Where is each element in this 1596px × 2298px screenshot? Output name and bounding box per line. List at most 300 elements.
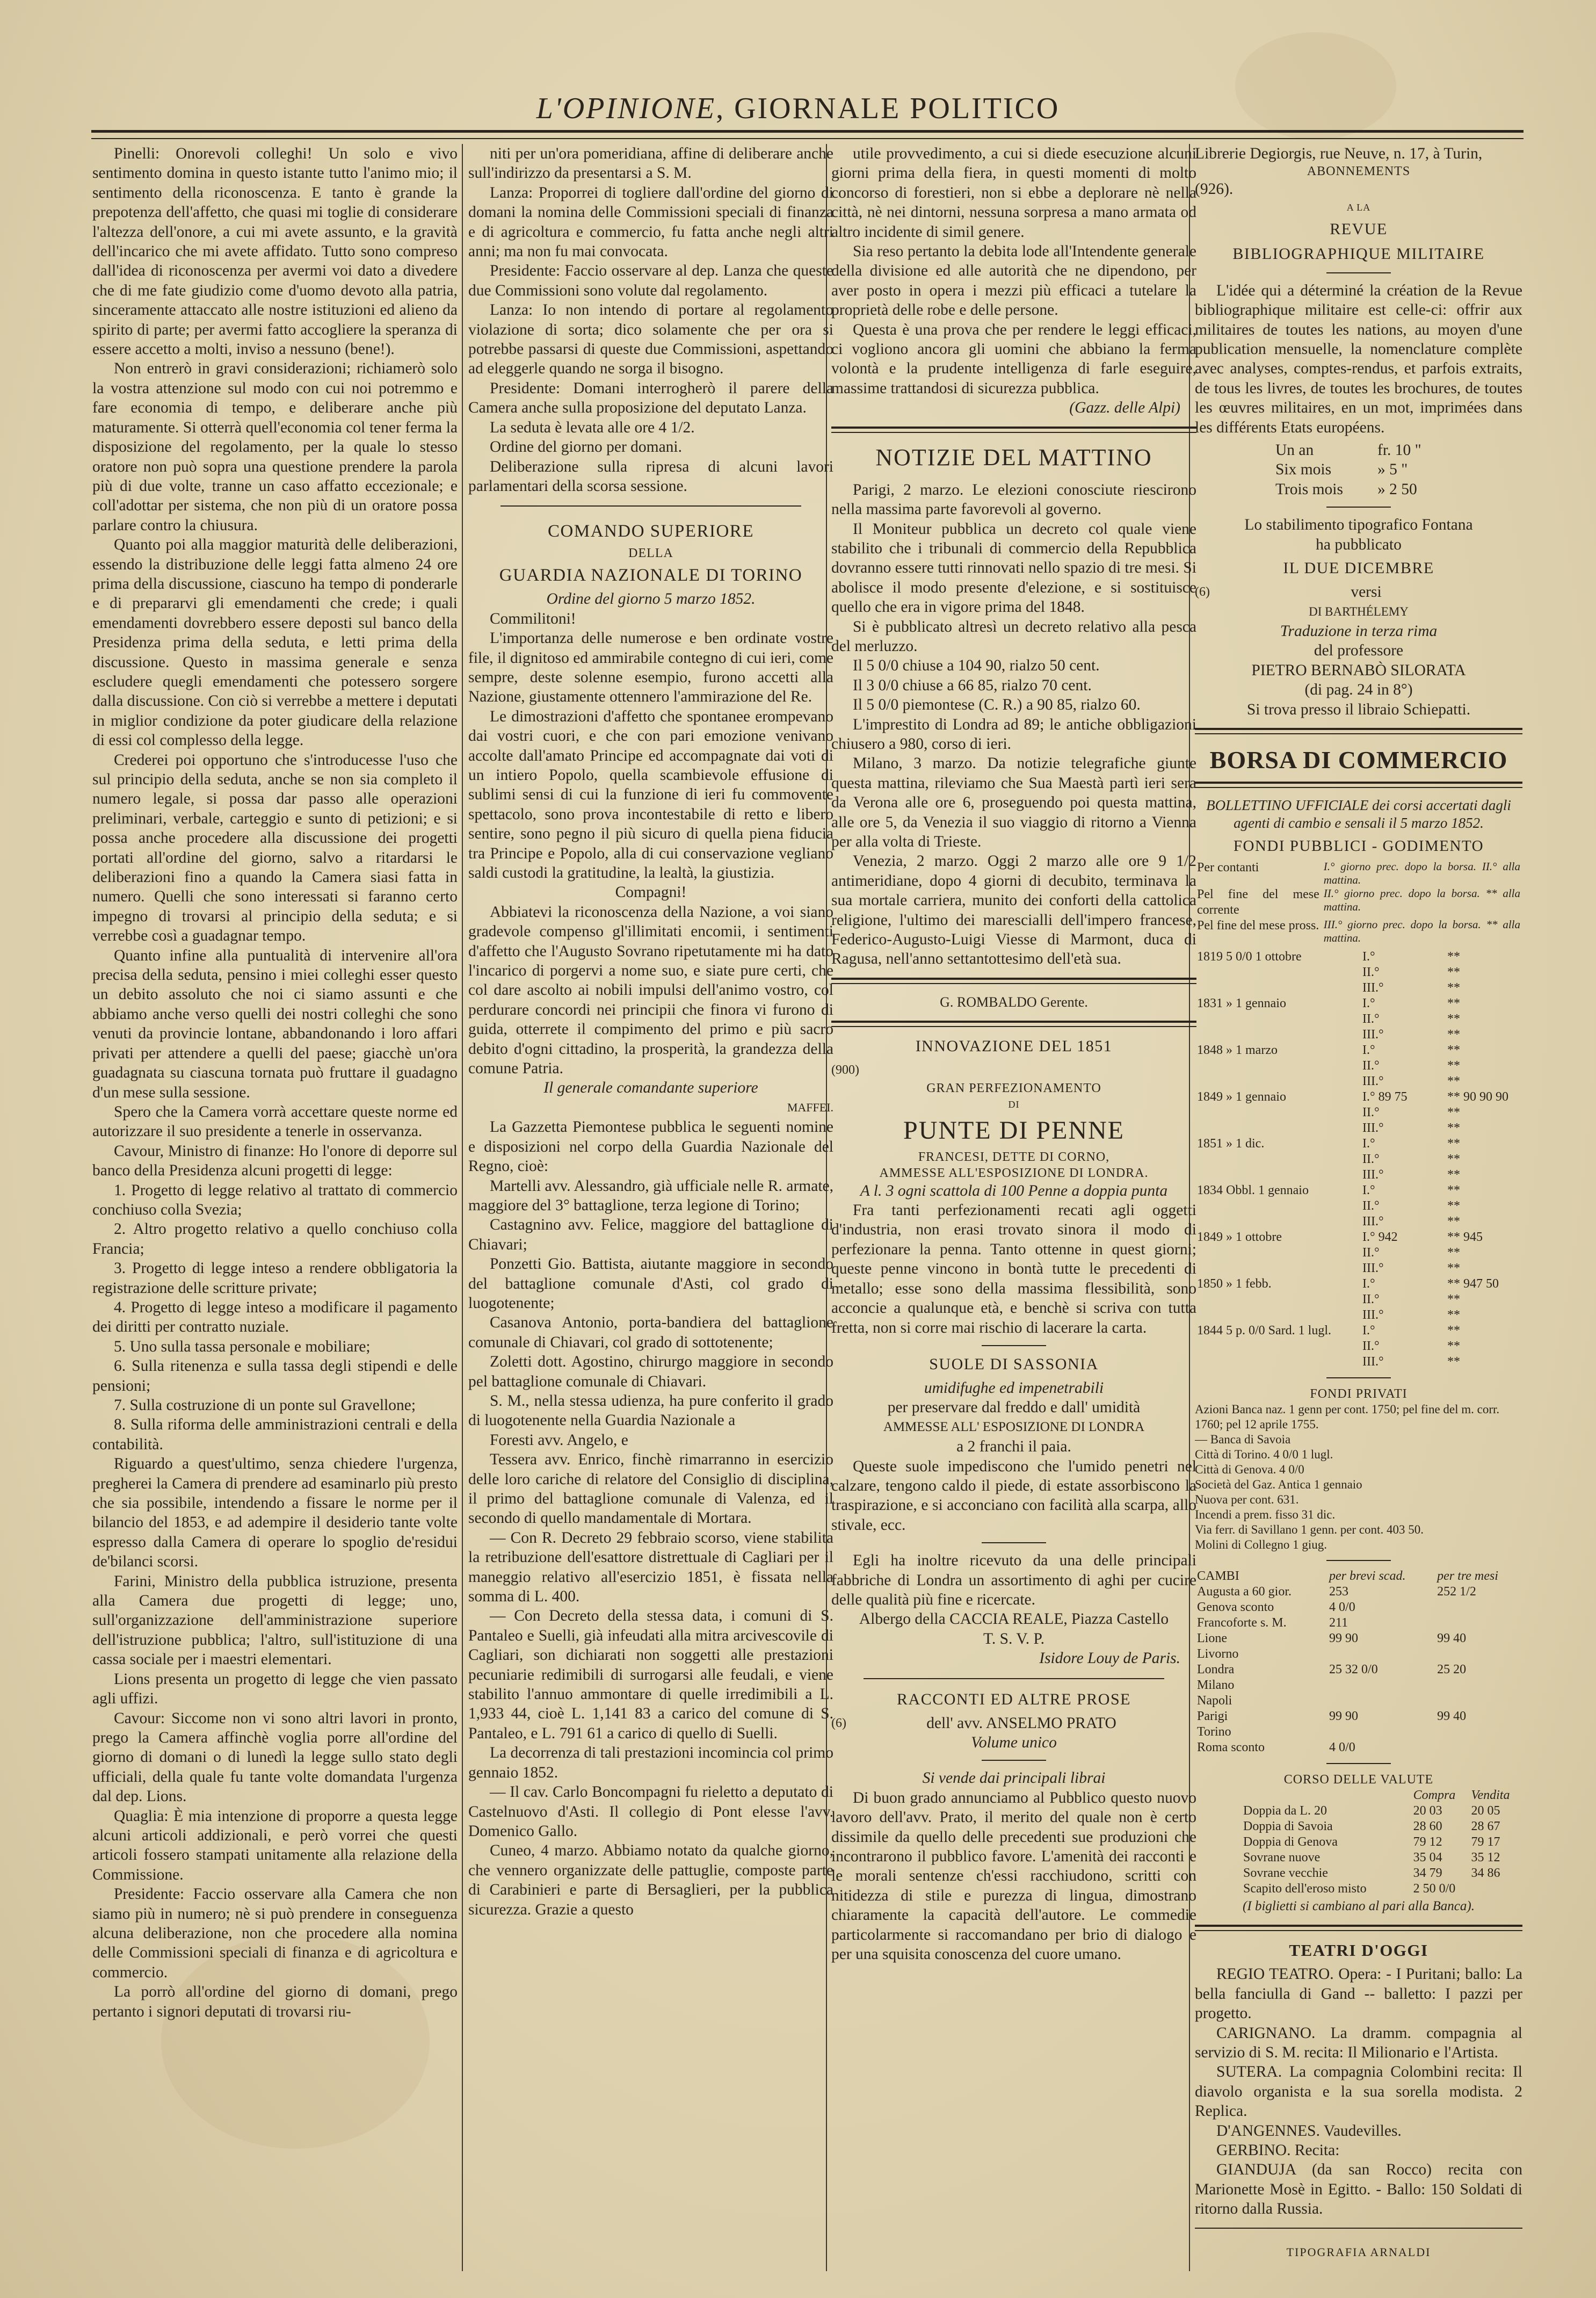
coin-buy: 2 50 0/0 bbox=[1413, 1881, 1456, 1896]
bollettino: BOLLETTINO UFFICIALE dei corsi accertati dagli agenti di cambio e sensali il 5 marzo 1852. bbox=[1206, 797, 1511, 831]
news-paragraph: Milano, 3 marzo. Da notizie telegrafiche giunte questa mattina, rileviamo che Sua Maestà partì ieri sera da Verona alle ore 6, proseguendo poi questa mattina, alle ore 5, da Venezia il suo viaggio di ritorno a Vienna per alla volta di Trieste. bbox=[831, 755, 1196, 850]
fondi-legend bbox=[1195, 860, 1522, 945]
cambio-place: Parigi bbox=[1197, 1709, 1228, 1723]
legend-row bbox=[1195, 887, 1522, 918]
innov-title: INNOVAZIONE DEL 1851 bbox=[915, 1037, 1113, 1056]
bond-value: ** bbox=[1447, 1323, 1460, 1338]
table-row bbox=[1195, 1339, 1522, 1354]
table-row bbox=[1195, 1167, 1522, 1183]
bond-name bbox=[1195, 1105, 1360, 1121]
coin-buy: 34 79 bbox=[1413, 1866, 1442, 1880]
cambio-short: 25 32 0/0 bbox=[1329, 1662, 1378, 1676]
article-paragraph: S. M., nella stessa udienza, ha pure conferito il grado di luogotenente nella Guardia Nazionale a bbox=[468, 1392, 833, 1429]
cambio-three-months bbox=[1435, 1693, 1522, 1709]
cambio-short: 211 bbox=[1329, 1615, 1348, 1630]
table-row bbox=[1195, 1121, 1522, 1136]
column-header: Vendita bbox=[1471, 1788, 1510, 1802]
innov-body: Fra tanti perfezionamenti recati agli oggetti d'industria, non erasi trovato sinora il modo di perfezionare la penna. Tanto ottenne in quest giorni; queste penne vincono in bontà tutte le precedenti di metallo; esse sono della massima flessibilità, sono acconcie a qualunque età, e benchè si scriva con tutta fretta, non si corre mai rischio di lacerare la carta. bbox=[831, 1202, 1196, 1336]
bond-value: I.° bbox=[1362, 1136, 1375, 1151]
column-header: Compra bbox=[1413, 1788, 1456, 1802]
article-paragraph: Lanza: Io non intendo di portare al regolamento violazione di sorta; dico solamente che per ora si potrebbe passarsi di queste due Commissioni, aspettando ad eleggerle quando ne sorga il bisogno. bbox=[468, 301, 833, 378]
article-paragraph: Quanto infine alla puntualità di intervenire all'ora precisa della seduta, pensino i miei colleghi esser questo un debito assoluto che noi ci siamo assunti e che abbiamo anche verso quelli dei nostri colleghi che sono venuti da provincie lontane, abbandonando i loro affari privati per attendere a quelli del paese; giacchè un'ora guadagnata su ciascuna tornata può fruttare il guadagno d'un mese sulla sessione. bbox=[92, 946, 458, 1101]
table-row bbox=[1195, 1615, 1522, 1631]
table-row bbox=[1195, 1646, 1522, 1662]
column-header: CAMBI bbox=[1197, 1569, 1239, 1583]
theatre-entry: REGIO TEATRO. Opera: - I Puritani; ballo: La bella fanciulla di Gand -- balletto: I pazzi per progetto. bbox=[1195, 1965, 1522, 2022]
bond-name bbox=[1195, 965, 1360, 980]
suole-title: SUOLE DI SASSONIA bbox=[929, 1355, 1099, 1373]
table-row bbox=[1195, 996, 1522, 1011]
innov-line1: FRANCESI, DETTE DI CORNO, bbox=[918, 1150, 1110, 1164]
legend-desc: III.° giorno prec. dopo la borsa. ** alla mattina. bbox=[1323, 917, 1520, 944]
article-paragraph: Sia reso pertanto la debita lode all'Intendente generale della divisione ed alle autorità che ne dipendono, per aver posto in opera i mezzi più efficaci a tutelare la proprietà delle robe e delle persone. bbox=[831, 243, 1196, 319]
coin-name: Scapito dell'eroso misto bbox=[1243, 1881, 1367, 1896]
bond-value: ** bbox=[1447, 980, 1460, 995]
comando-title: COMANDO SUPERIORE bbox=[548, 522, 754, 541]
bond-name bbox=[1195, 1121, 1360, 1136]
news-paragraph: Il 3 0/0 chiuse a 66 85, rialzo 70 cent. bbox=[853, 676, 1092, 694]
bond-value: I.° bbox=[1362, 1043, 1375, 1057]
bond-value: ** bbox=[1447, 1136, 1460, 1151]
coin-sell: 35 12 bbox=[1471, 1850, 1500, 1865]
suole-line3: a 2 franchi il paia. bbox=[956, 1438, 1071, 1456]
article-paragraph: Non entrerò in gravi considerazioni; richiamerò solo la vostra attenzione sul modo con cui noi potremmo e fare economia di tempo, e deliberare anche più maturamente. Si otterrà quell'economia col tener ferma la disposizione del regolamento, per la quale lo stesso oratore non può sopra una questione prendere la parola più di due volte, tranne un caso affatto eccezionale; e coll'adottar per sistema, che non più di un oratore possa parlare contro la chiusura. bbox=[92, 360, 458, 534]
bond-value: ** bbox=[1447, 1307, 1460, 1322]
cambio-place: Livorno bbox=[1197, 1646, 1239, 1661]
bond-value: ** bbox=[1447, 1245, 1460, 1260]
cambi-table bbox=[1195, 1569, 1522, 1755]
coin-buy: 20 03 bbox=[1413, 1803, 1442, 1818]
bond-value: I.° bbox=[1362, 1323, 1375, 1338]
article-paragraph: Castagnino avv. Felice, maggiore del battaglione di Chiavari; bbox=[468, 1216, 833, 1253]
valute-table bbox=[1195, 1788, 1522, 1897]
suole-line2: AMMESSE ALL' ESPOSIZIONE DI LONDRA bbox=[883, 1419, 1145, 1434]
innov-subtitle: GRAN PERFEZIONAMENTO bbox=[926, 1081, 1101, 1095]
separator bbox=[864, 1678, 1164, 1679]
table-row bbox=[1195, 1011, 1522, 1027]
cambio-place: Genova sconto bbox=[1197, 1600, 1274, 1614]
article-paragraph: Cavour, Ministro di finanze: Ho l'onore di deporre sul banco della Presidenza alcuni progetti di legge: bbox=[92, 1142, 458, 1180]
price-value: » 5 " bbox=[1377, 461, 1408, 479]
article-paragraph: niti per un'ora pomeridiana, affine di deliberare anche sull'indirizzo da presentarsi a S. M. bbox=[468, 145, 833, 182]
article-paragraph: Presidente: Faccio osservare al dep. Lanza che queste due Commissioni sono volute dal regolamento. bbox=[468, 262, 833, 299]
article-paragraph: Lanza: Proporrei di togliere dall'ordine del giorno di domani la nomina delle Commissioni speciali di finanza e di agricoltura e commercio, fu fatta anche negli altri anni; ma non fu mai convocata. bbox=[468, 184, 833, 261]
double-rule bbox=[1195, 728, 1522, 734]
column-header: per tre mesi bbox=[1437, 1569, 1498, 1583]
bond-value: II.° bbox=[1362, 965, 1380, 979]
table-row bbox=[1195, 1584, 1522, 1600]
table-row bbox=[1195, 1866, 1522, 1881]
table-row bbox=[1195, 1354, 1522, 1370]
article-paragraph: — Il cav. Carlo Boncompagni fu rieletto a deputato di Castelnuovo d'Asti. Il collegio di Pont elesse l'avv. Domenico Gallo. bbox=[468, 1783, 833, 1840]
bond-value: II.° bbox=[1362, 1339, 1380, 1353]
versi-text: versi bbox=[1351, 583, 1382, 601]
cambio-place: Milano bbox=[1197, 1678, 1235, 1692]
cambio-place: Torino bbox=[1197, 1724, 1231, 1739]
bond-value: ** bbox=[1447, 1261, 1460, 1275]
biblio-title: BIBLIOGRAPHIQUE MILITAIRE bbox=[1232, 244, 1485, 263]
cambio-three-months: 99 40 bbox=[1437, 1709, 1467, 1723]
table-row bbox=[1195, 1136, 1522, 1152]
table-row bbox=[1195, 1074, 1522, 1089]
bond-value: III.° bbox=[1362, 1307, 1384, 1322]
bond-value: ** bbox=[1447, 1167, 1460, 1182]
a-la: A LA bbox=[1346, 201, 1371, 213]
article-paragraph: Farini, Ministro della pubblica istruzione, presenta alla Camera due progetti di legge; uno, sull'organizzazione dell'amministrazione superiore dell'istruzione pubblica; l'altro, sull'istituzione di una cassa sociale per i maestri elementari. bbox=[92, 1572, 458, 1668]
cambio-short bbox=[1327, 1646, 1435, 1662]
table-row bbox=[1195, 1709, 1522, 1724]
versi-line bbox=[1195, 582, 1522, 602]
suole-signature: Isidore Louy de Paris. bbox=[1039, 1650, 1180, 1667]
table-row bbox=[1195, 980, 1522, 996]
bond-value: II.° bbox=[1362, 1011, 1380, 1026]
price-row bbox=[1275, 480, 1522, 499]
bond-value: ** bbox=[1447, 1058, 1460, 1073]
bond-value: ** bbox=[1447, 1121, 1460, 1135]
innov-di: DI bbox=[1008, 1099, 1020, 1110]
revue-title: REVUE bbox=[1330, 220, 1388, 238]
table-row bbox=[1195, 1693, 1522, 1709]
double-rule bbox=[1195, 782, 1522, 788]
masthead-rule bbox=[91, 130, 1524, 139]
coin-sell: 20 05 bbox=[1471, 1803, 1500, 1818]
table-row bbox=[1195, 1152, 1522, 1167]
table-row bbox=[1195, 1803, 1522, 1819]
article-paragraph: — Con Decreto della stessa data, i comuni di S. Pantaleo e Suelli, già infeudati alla mitra arcivescovile di Cagliari, son dichiarati non soggetti alle prestazioni pecuniarie redimibili di surrogarsi alle feudali, e viene stabilito l'annuo ammontare di quelle irredimibili a L. 1,933 44, cioè L. 1,141 83 a carico del comune di S. Pantaleo, e L. 791 61 a carico di quello di Suelli. bbox=[468, 1607, 833, 1742]
bond-value: II.° bbox=[1362, 1152, 1380, 1166]
racconti-author bbox=[831, 1714, 1196, 1733]
article-paragraph: Foresti avv. Angelo, e bbox=[490, 1431, 628, 1449]
table-row bbox=[1195, 1600, 1522, 1615]
bond-name bbox=[1195, 1152, 1360, 1167]
private-fund-line: Via ferr. di Savillano 1 genn. per cont. 403 50. bbox=[1195, 1522, 1424, 1536]
double-rule bbox=[831, 978, 1196, 984]
cambio-short: 99 90 bbox=[1329, 1631, 1359, 1645]
article-paragraph: La seduta è levata alle ore 4 1/2. bbox=[490, 418, 695, 436]
column-2 bbox=[468, 144, 833, 2277]
comando-body bbox=[468, 628, 833, 883]
cambio-place: Augusta a 60 gior. bbox=[1197, 1584, 1292, 1599]
schiepatti: Si trova presso il libraio Schiepatti. bbox=[1246, 700, 1471, 718]
empty-header bbox=[1195, 1788, 1411, 1803]
article-paragraph: 3. Progetto di legge inteso a rendere obbligatoria la registrazione delle scritture private; bbox=[92, 1260, 458, 1297]
parliament-continuation bbox=[468, 144, 833, 496]
article-paragraph: Ponzetti Gio. Battista, aiutante maggiore in secondo del battaglione comunale d'Asti, col grado di luogotenente; bbox=[468, 1255, 833, 1312]
separator bbox=[500, 505, 801, 507]
innov-number: (900) bbox=[831, 1063, 859, 1078]
table-row bbox=[1195, 1662, 1522, 1678]
comando-salute: Commilitoni! bbox=[490, 610, 576, 627]
comando-compagni: Compagni! bbox=[615, 884, 687, 901]
innov-price: A l. 3 ogni scattola di 100 Penne a doppia punta bbox=[860, 1182, 1168, 1199]
bond-value: II.° bbox=[1362, 1058, 1380, 1073]
article-paragraph: Presidente: Domani interrogherò il parere della Camera anche sulla proposizione del deputato Lanza. bbox=[468, 379, 833, 417]
cambio-place: Londra bbox=[1197, 1662, 1235, 1676]
ad-number-6: (6) bbox=[1195, 585, 1210, 599]
comando-subtitle: GUARDIA NAZIONALE DI TORINO bbox=[499, 566, 803, 586]
table-row bbox=[1195, 1276, 1522, 1292]
cambio-short: 253 bbox=[1329, 1584, 1349, 1599]
bond-value: ** bbox=[1447, 996, 1460, 1010]
masthead bbox=[102, 91, 1494, 129]
table-row bbox=[1195, 1089, 1522, 1105]
bond-name: 1834 Obbl. 1 gennaio bbox=[1197, 1183, 1309, 1197]
bond-value: ** bbox=[1447, 965, 1460, 979]
coin-name: Doppia di Genova bbox=[1243, 1834, 1338, 1849]
racconti-title: RACCONTI ED ALTRE PROSE bbox=[897, 1690, 1131, 1708]
ad-number-926: (926). bbox=[1195, 180, 1234, 198]
bond-value: III.° bbox=[1362, 1261, 1384, 1275]
theatre-entry: GERBINO. Recita: bbox=[1216, 2142, 1340, 2159]
table-row bbox=[1195, 1027, 1522, 1043]
short-rule bbox=[982, 1760, 1046, 1761]
bond-name bbox=[1195, 1292, 1360, 1307]
news-paragraph: Il 5 0/0 piemontese (C. R.) a 90 85, rialzo 60. bbox=[853, 696, 1141, 714]
cambio-place: Napoli bbox=[1197, 1693, 1232, 1708]
article-paragraph: Tessera avv. Enrico, finchè rimarranno in esercizio delle loro cariche di relatore del Consiglio di disciplina, il primo del battaglione comunale di Valenza, ed il secondo di quello mandamentale di Mortara. bbox=[468, 1451, 833, 1527]
bond-value: ** bbox=[1447, 1011, 1460, 1026]
bond-value: II.° bbox=[1362, 1245, 1380, 1260]
bond-value: III.° bbox=[1362, 980, 1384, 995]
legend-row bbox=[1195, 860, 1522, 887]
theatre-entry: SUTERA. La compagnia Colombini recita: Il diavolo organista e la sua sorella modista. 2 Replica. bbox=[1195, 2063, 1522, 2120]
column-header: per brevi scad. bbox=[1329, 1569, 1406, 1583]
barthelemy: DI BARTHÉLEMY bbox=[1309, 604, 1409, 618]
bond-name bbox=[1195, 1198, 1360, 1214]
notizie-title: NOTIZIE DEL MATTINO bbox=[875, 444, 1152, 471]
bond-value: ** bbox=[1447, 1214, 1460, 1229]
bond-value: ** bbox=[1447, 1152, 1460, 1166]
bond-name bbox=[1195, 1339, 1360, 1354]
table-row bbox=[1195, 1058, 1522, 1074]
cambio-three-months bbox=[1435, 1724, 1522, 1740]
price-row bbox=[1275, 440, 1522, 460]
bond-name: 1844 5 p. 0/0 Sard. 1 lugl. bbox=[1197, 1323, 1331, 1338]
table-row bbox=[1195, 1261, 1522, 1276]
legend-label: Pel fine del mese corrente bbox=[1197, 887, 1319, 917]
table-row bbox=[1195, 1214, 1522, 1230]
column-1 bbox=[92, 144, 458, 2277]
article-paragraph: — Con R. Decreto 29 febbraio scorso, viene stabilita la retribuzione dell'esattore distrettuale di Cagliari per il maneggio relativo all'esercizio 1851, è fissata nella somma di L. 400. bbox=[468, 1529, 833, 1606]
pagine: (di pag. 24 in 8°) bbox=[1304, 681, 1413, 699]
article-paragraph: Zoletti dott. Agostino, chirurgo maggiore in secondo pel battaglione comunale di Chiavari. bbox=[468, 1353, 833, 1390]
racconti-body: Di buon grado annunciamo al Pubblico questo nuovo lavoro dell'avv. Prato, il merito del quale non è certo dissimile da quello delle precedenti sue produzioni che incontrarono il pubblico favore. L'amenità dei racconti e le morali sentenze ch'essi racchiudono, scritti con nitidezza di stile e purezza di lingua, dimostrano chiaramente la capacità dell'autore. Le commedie particolarmente si raccomandano per brio di dialogo e per una squisita conoscenza del cuore umano. bbox=[831, 1789, 1196, 1963]
coin-name: Doppia di Savoia bbox=[1243, 1819, 1333, 1833]
bond-value: ** bbox=[1447, 1198, 1460, 1213]
gazzetta-nominations bbox=[468, 1117, 833, 1919]
private-fund-line: Città di Torino. 4 0/0 1 lugl. bbox=[1195, 1447, 1333, 1461]
racconti-vende: Si vende dai principali librai bbox=[922, 1769, 1106, 1787]
article-paragraph: 7. Sulla costruzione di un ponte sul Gravellone; bbox=[114, 1397, 416, 1414]
legend-desc: I.° giorno prec. dopo la borsa. II.° alla mattina. bbox=[1323, 859, 1520, 886]
bond-name: 1850 » 1 febb. bbox=[1197, 1276, 1272, 1291]
bond-name: 1851 » 1 dic. bbox=[1197, 1136, 1265, 1151]
bond-value: I.° bbox=[1362, 1276, 1375, 1291]
legend-label: Pel fine del mese pross. bbox=[1197, 918, 1319, 933]
cuneo-continuation bbox=[831, 144, 1196, 398]
private-fund-line: Azioni Banca naz. 1 genn per cont. 1750; pel fine del m. corr. 1760; pel 12 aprile 1755. bbox=[1195, 1402, 1500, 1431]
cambio-short bbox=[1327, 1724, 1435, 1740]
price-value: » 2 50 bbox=[1377, 480, 1417, 498]
racconti-number: (6) bbox=[831, 1716, 846, 1730]
article-paragraph: Lions presenta un progetto di legge che vien passato agli uffizi. bbox=[92, 1670, 458, 1708]
short-rule bbox=[1326, 507, 1391, 508]
table-row bbox=[1195, 1105, 1522, 1121]
article-paragraph: La decorrenza di tali prestazioni incomincia col primo gennaio 1852. bbox=[468, 1744, 833, 1781]
masthead-italic: L'OPINIONE bbox=[536, 92, 716, 125]
table-row bbox=[1195, 1881, 1522, 1897]
bond-value: III.° bbox=[1362, 1167, 1384, 1182]
cambio-three-months bbox=[1435, 1600, 1522, 1615]
article-paragraph: Casanova Antonio, porta-bandiera del battaglione comunale di Chiavari, col grado di sottotenente; bbox=[468, 1314, 833, 1351]
cambio-short: 4 0/0 bbox=[1329, 1740, 1355, 1754]
article-paragraph: 8. Sulla riforma delle amministrazioni centrali e della contabilità. bbox=[92, 1416, 458, 1453]
article-paragraph: Martelli avv. Alessandro, già ufficiale nelle R. armate, maggiore del 3° battaglione, terza legione di Torino; bbox=[468, 1177, 833, 1214]
private-fund-line: Incendi a prem. fisso 31 dic. bbox=[1195, 1507, 1336, 1521]
article-paragraph: Quanto poi alla maggior maturità delle deliberazioni, essendo la distribuzione delle leggi fatta almeno 24 ore prima della discussione, ciascuno ha tempo di ponderarle e di prepararvi gli emendamenti che crede; i quali emendamenti dovrebbero essere deposti sul banco della Presidenza prima della seduta, e letti prima della discussione. Questo in massima generale e senza escludere quegli emendamenti che potessero sorgere dalla discussione. Con ciò si verrebbe a mettere i deputati in miglior condizione da poter giudicare della relazione di essi col complesso della legge. bbox=[92, 536, 458, 749]
short-rule bbox=[982, 1542, 1046, 1543]
legend-label: Per contanti bbox=[1197, 860, 1259, 875]
private-fund-line: — Banca di Savoia bbox=[1195, 1432, 1291, 1446]
comando-date: Ordine del giorno 5 marzo 1852. bbox=[546, 590, 756, 608]
bond-value: ** bbox=[1447, 1339, 1460, 1353]
bond-value: I.° bbox=[1362, 996, 1375, 1010]
bond-value: I.° 89 75 bbox=[1362, 1089, 1408, 1104]
cambio-place: Francoforte s. M. bbox=[1197, 1615, 1287, 1630]
private-fund-line: Molini di Collegno 1 giug. bbox=[1195, 1537, 1327, 1551]
bond-value: I.° 942 bbox=[1362, 1230, 1398, 1244]
article-paragraph: La porrò all'ordine del giorno di domani, prego pertanto i signori deputati di trovarsi riu- bbox=[92, 1983, 458, 2020]
fondi-privati-list bbox=[1195, 1402, 1522, 1552]
suole-body2: Egli ha inoltre ricevuto da una delle principali fabbriche di Londra un assortimento di aghi per cucire delle qualità più fine e ricercate. bbox=[831, 1552, 1196, 1608]
bond-value: ** bbox=[1447, 1043, 1460, 1057]
double-rule bbox=[1195, 1925, 1522, 1931]
bond-name bbox=[1195, 1354, 1360, 1370]
private-fund-line: Società del Gaz. Antica 1 gennaio bbox=[1195, 1477, 1362, 1491]
suole-subtitle: umidifughe ed impenetrabili bbox=[924, 1379, 1104, 1397]
cambio-three-months bbox=[1435, 1615, 1522, 1631]
teatri-title: TEATRI D'OGGI bbox=[1289, 1941, 1428, 1960]
professore: del professore bbox=[1314, 642, 1404, 660]
dicembre-title: IL DUE DICEMBRE bbox=[1283, 559, 1434, 577]
coin-buy: 28 60 bbox=[1413, 1819, 1442, 1833]
article-paragraph: Questa è una prova che per rendere le leggi efficaci, ci vogliono ancora gli uomini che abbiano la ferma volontà e la prudente intelligenza di farle eseguire, massime trattandosi di sicurezza pubblica. bbox=[831, 321, 1196, 397]
article-paragraph: 2. Altro progetto relativo a quello conchiuso colla Francia; bbox=[92, 1220, 458, 1258]
double-rule bbox=[831, 1021, 1196, 1027]
abbonements: ABONNEMENTS bbox=[1307, 164, 1411, 179]
bond-name: 1849 » 1 gennaio bbox=[1197, 1089, 1286, 1104]
table-row bbox=[1195, 1631, 1522, 1646]
bond-value: II.° bbox=[1362, 1198, 1380, 1213]
coin-sell: 28 67 bbox=[1471, 1819, 1500, 1833]
suole-body: Queste suole impediscono che l'umido penetri nel calzare, tengono caldo il piede, di estate assorbiscono la traspirazione, e si acconciano con facilità alla scarpa, allo stivale, ecc. bbox=[831, 1457, 1196, 1534]
tipografia: TIPOGRAFIA ARNALDI bbox=[1286, 2245, 1431, 2259]
bond-name bbox=[1195, 980, 1360, 996]
cambio-three-months bbox=[1435, 1646, 1522, 1662]
news-paragraph: Il 5 0/0 chiuse a 104 90, rialzo 50 cent. bbox=[853, 657, 1100, 675]
article-paragraph: Cuneo, 4 marzo. Abbiamo notato da qualche giorno, che vennero organizzate delle pattuglie, composte parte di Carabinieri e parte di Bersaglieri, per la pubblica sicurezza. Grazie a questo bbox=[468, 1842, 833, 1918]
cambio-place: Lione bbox=[1197, 1631, 1227, 1645]
comando-signature-title: Il generale comandante superiore bbox=[543, 1079, 758, 1097]
bond-name bbox=[1195, 1245, 1360, 1261]
article-paragraph: 1. Progetto di legge relativo al trattato di commercio conchiuso colla Svezia; bbox=[92, 1181, 458, 1218]
table-row bbox=[1195, 1198, 1522, 1214]
private-fund-line: Città di Genova. 4 0/0 bbox=[1195, 1462, 1304, 1476]
intro-source: (Gazz. delle Alpi) bbox=[1069, 399, 1180, 417]
article-paragraph: Riguardo a quest'ultimo, senza chiedere l'urgenza, pregherei la Camera di prendere ad esaminarlo più presto che sia possibile, intendendo a fissare le norme per il bilancio del 1853, e ad adempire il desiderio tante volte espresso dalla Camera di operare lo spoglio de'residui de'bilanci scorsi. bbox=[92, 1455, 458, 1571]
table-row bbox=[1195, 1183, 1522, 1198]
fontana-line2: ha pubblicato bbox=[1316, 536, 1402, 553]
bond-name: 1848 » 1 marzo bbox=[1197, 1043, 1278, 1057]
librerie-line: Librerie Degiorgis, rue Neuve, n. 17, à Turin, bbox=[1195, 145, 1483, 162]
bond-value: ** bbox=[1447, 1027, 1460, 1042]
fontana-line1: Lo stabilimento tipografico Fontana bbox=[1244, 516, 1473, 534]
theatre-entry: CARIGNANO. La dramm. compagnia al servizio di S. M. recita: Il Milionario e l'Artista. bbox=[1195, 2024, 1522, 2061]
article-paragraph: Cavour: Siccome non vi sono altri lavori in pronto, prego la Camera affinchè voglia porre all'ordine del giorno di domani o di lunedì la legge sullo stato degli ufficiali, della quale fu tante volte domandata l'urgenza dal dep. Lions. bbox=[92, 1709, 458, 1805]
article-paragraph: La Gazzetta Piemontese pubblica le seguenti nomine e disposizioni nel corpo della Guardia Nazionale del Regno, cioè: bbox=[468, 1118, 833, 1175]
coin-buy: 35 04 bbox=[1413, 1850, 1442, 1865]
bond-name bbox=[1195, 1074, 1360, 1089]
borsa-title: BORSA DI COMMERCIO bbox=[1209, 746, 1508, 774]
table-row bbox=[1195, 1043, 1522, 1058]
table-row bbox=[1195, 1307, 1522, 1323]
price-value: fr. 10 " bbox=[1377, 442, 1421, 459]
short-rule bbox=[1326, 1763, 1391, 1764]
table-row bbox=[1195, 1292, 1522, 1307]
theatre-entry: GIANDUJA (da san Rocco) recita con Marionette Mosè in Egitto. - Ballo: 150 Soldati di ritorno dalla Russia. bbox=[1195, 2161, 1522, 2218]
table-row bbox=[1195, 1740, 1522, 1755]
bond-name bbox=[1195, 1307, 1360, 1323]
short-rule bbox=[1326, 272, 1391, 273]
article-paragraph: Ordine del giorno per domani. bbox=[490, 438, 683, 456]
article-paragraph: 4. Progetto di legge inteso a modificare il pagamento dei diritti per contratto nuziale. bbox=[92, 1298, 458, 1336]
biglietti-note: (I biglietti si cambiano al pari alla Banca). bbox=[1243, 1898, 1475, 1913]
article-paragraph: L'importanza delle numerose e ben ordinate vostre file, il dignitoso ed ammirabile contegno di cui ieri, come sempre, deste solenne esempio, furono accetti alla Nazione, giustamente ottennero l'ammirazione del Re. bbox=[468, 630, 833, 706]
bond-value: III.° bbox=[1362, 1027, 1384, 1042]
table-row bbox=[1195, 949, 1522, 965]
comando-body2: Abbiatevi la riconoscenza della Nazione, a voi siano gradevole compenso gl'illimitati encomii, i sentimenti d'affetto che l'Augusto Sovrano ripetutamente mi ha dato l'incarico di porgervi a nome suo, e siate pure certi, che col dare ascolto ai nobili impulsi dell'animo vostro, col perdurare concordi nei principii che finora vi furono di guida, otterrete il compimento del primo e più sacro debito d'ogni cittadino, la prosperità, la grandezza della comune Patria. bbox=[468, 903, 833, 1078]
bond-value: ** bbox=[1447, 949, 1460, 964]
table-row bbox=[1195, 1323, 1522, 1339]
article-paragraph: Pinelli: Onorevoli colleghi! Un solo e vivo sentimento domina in questo istante tutto l'animo mio; il sentimento della riconoscenza. E tanto è grande la prepotenza dell'affetto, che quasi mi toglie di considerare l'altezza dell'onore, a cui mi avete assunto, e la gravità dell'incarico che mi avete affidato. Tutto sono compreso dall'idea di riconoscenza per avermi voi dato a divedere che di me fate giudizio come d'uomo devoto alla patria, sinceramente attaccato alle nostre istituzioni ed alieno da spirito di parte; per avermi fatto accogliere la speranza di essere accetto a molti, inviso a nessuno (bene!). bbox=[92, 145, 458, 358]
racconti-volume: Volume unico bbox=[971, 1734, 1057, 1751]
article-paragraph: Crederei poi opportuno che s'introducesse l'uso che sul principio della seduta, anche se non sia completo il numero legale, si possa dar passo alle operazioni preliminari, verbale, carteggio e sunto di petizioni; e si possa anche procedere alla discussione dei progetti portati all'ordine del giorno, salvo a ritardarsi le deliberazioni fino a quando la Camera siasi fatta in numero. Quelli che sono interessati si faranno certo impegno di trovarsi al principio della seduta; e si verrebbe così a guadagnar tempo. bbox=[92, 751, 458, 945]
short-rule bbox=[1326, 1560, 1391, 1561]
racconti-author-name: dell' avv. ANSELMO PRATO bbox=[926, 1714, 1116, 1732]
bond-value: ** bbox=[1447, 1292, 1460, 1306]
bond-name bbox=[1195, 1027, 1360, 1043]
coin-buy: 79 12 bbox=[1413, 1834, 1442, 1849]
column-divider bbox=[462, 144, 463, 2271]
separator bbox=[1195, 2228, 1522, 2229]
bond-value: ** bbox=[1447, 1354, 1460, 1369]
gerente: G. ROMBALDO Gerente. bbox=[940, 994, 1088, 1010]
article-paragraph: 6. Sulla ritenenza e sulla tassa degli stipendi e delle pensioni; bbox=[92, 1357, 458, 1394]
table-row bbox=[1195, 1678, 1522, 1693]
bond-value: III.° bbox=[1362, 1121, 1384, 1135]
table-row bbox=[1195, 1230, 1522, 1245]
fondi-pubblici-title: FONDI PUBBLICI - GODIMENTO bbox=[1233, 837, 1484, 855]
bond-name bbox=[1195, 1011, 1360, 1027]
bond-name: 1831 » 1 gennaio bbox=[1197, 996, 1286, 1010]
silorata: PIETRO BERNABÒ SILORATA bbox=[1251, 661, 1466, 679]
cambio-short: 99 90 bbox=[1329, 1709, 1359, 1723]
news-paragraph: Venezia, 2 marzo. Oggi 2 marzo alle ore 9 1/2 antimeridiane, dopo 4 giorni di decubito, terminava la sua mortale carriera, munito dei conforti della cattolica religione, l'ultimo dei marescialli dell'impero francese, Federico-Augusto-Luigi Viesse di Marmont, duca di Ragusa, nell'anno settantottesimo dell'età sua. bbox=[831, 852, 1196, 968]
news-paragraph: L'imprestito di Londra ad 89; le antiche obbligazioni chiusero a 980, corso di ieri. bbox=[831, 716, 1196, 753]
cambio-three-months: 252 1/2 bbox=[1437, 1584, 1476, 1599]
cambio-three-months: 99 40 bbox=[1437, 1631, 1467, 1645]
bond-value: III.° bbox=[1362, 1354, 1384, 1369]
